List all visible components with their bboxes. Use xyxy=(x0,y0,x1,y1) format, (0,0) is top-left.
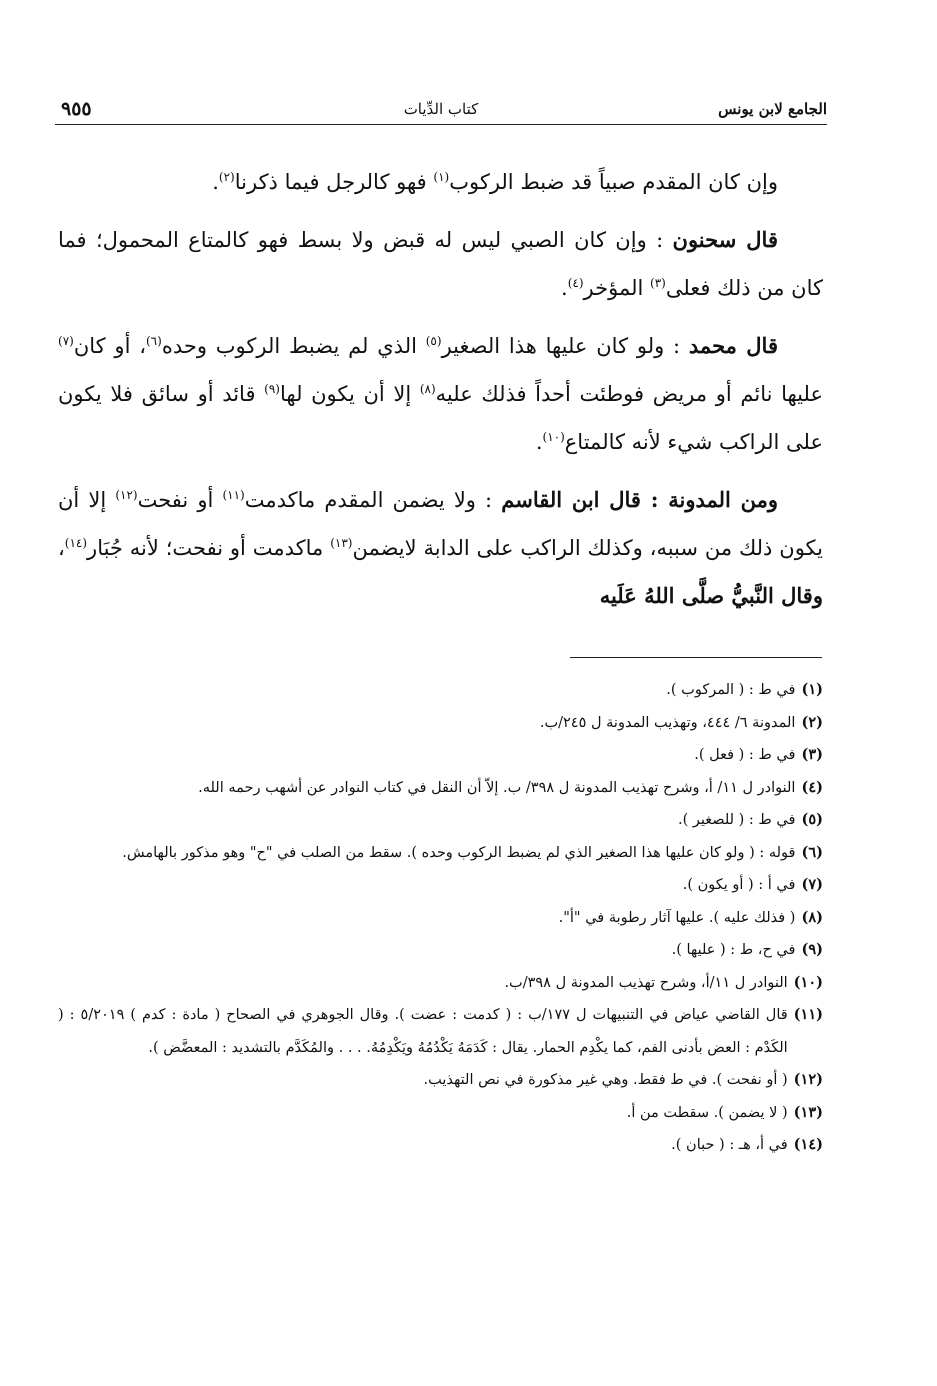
footnote-text: المدونة ٦/ ٤٤٤، وتهذيب المدونة ل ٢٤٥/ب. xyxy=(539,714,796,731)
footnote-number: (١٢) xyxy=(793,1071,823,1088)
footnote-item xyxy=(58,869,823,902)
footnote-ref: (٢) xyxy=(218,170,235,184)
footnote-item xyxy=(58,837,823,870)
footnote-number: (٥) xyxy=(801,811,823,828)
footnote-text: في أ، هـ : ( حبان ). xyxy=(671,1137,788,1153)
footnote-item xyxy=(58,1129,823,1162)
footnote-number: (١٠) xyxy=(793,973,823,991)
footnote-item xyxy=(58,772,823,805)
footnote-number: (٤) xyxy=(801,778,823,796)
main-text xyxy=(58,158,823,630)
speaker-label: قال محمد xyxy=(688,333,778,358)
footnote-number: (١٤) xyxy=(793,1136,823,1153)
footnote-item xyxy=(58,674,823,707)
footnote-item xyxy=(58,902,823,935)
footnote-ref: (١٢) xyxy=(115,488,138,502)
book-title: الجامع لابن يونس xyxy=(718,100,827,118)
footnote-text: ( أو نفحت ). في ط فقط. وهي غير مذكورة في نص التهذيب. xyxy=(423,1072,788,1088)
footnote-text: في ط : ( فعل ). xyxy=(694,747,796,763)
footnote-ref: (٤) xyxy=(567,276,584,290)
text-run: : وإن كان الصبي ليس له قبض ولا بسط فهو كالمتاع المحمول؛ فما كان من ذلك فعلى xyxy=(58,228,823,300)
footnote-ref: (١٠) xyxy=(542,430,565,444)
footnote-ref: (٦) xyxy=(145,334,162,348)
footnotes-section xyxy=(58,674,823,1162)
footnote-text: في ط : ( المركوب ). xyxy=(666,682,796,698)
text-run: . xyxy=(212,170,219,194)
footnote-item xyxy=(58,1097,823,1130)
footnote-ref: (١٣) xyxy=(330,536,353,550)
footnote-ref: (٧) xyxy=(58,334,74,348)
text-run: . xyxy=(561,276,568,300)
footnote-item xyxy=(58,1064,823,1097)
footnote-text: في أ : ( أو يكون ). xyxy=(682,877,796,893)
footnote-ref: (٥) xyxy=(425,334,442,348)
footnote-text: في ح، ط : ( عليها ). xyxy=(671,942,796,958)
page-number: ٩٥٥ xyxy=(61,98,92,120)
paragraph-2 xyxy=(58,216,823,312)
text-run: عليها نائم أو مريض فوطئت أحداً فذلك عليه xyxy=(435,382,823,406)
footnote-number: (١١) xyxy=(793,1006,823,1023)
footnote-number: (٢) xyxy=(801,713,823,731)
footnote-ref: (٣) xyxy=(650,276,666,290)
text-run: : ولو كان عليها هذا الصغير xyxy=(441,334,689,358)
footnote-ref: (١) xyxy=(433,170,450,184)
text-run: ، أو كان xyxy=(73,334,146,358)
footnote-text: ( فذلك عليه ). عليها آثار رطوبة في "أ". xyxy=(558,909,796,926)
footnote-number: (٣) xyxy=(801,746,823,763)
footnote-number: (٦) xyxy=(801,843,823,861)
honorific-phrase: وقال النَّبيُّ صلَّى اللهُ عَلَيه xyxy=(599,583,823,608)
text-run: قائد أو سائق فلا يكون على الراكب شيء لأنه كالمتاع xyxy=(58,382,823,454)
footnote-item xyxy=(58,804,823,837)
text-run: ماكدمت أو نفحت؛ لأنه جُبَار xyxy=(87,536,331,560)
paragraph-4 xyxy=(58,476,823,620)
paragraph-3 xyxy=(58,322,823,466)
footnote-ref: (١١) xyxy=(222,488,245,502)
footnote-text: قال القاضي عياض في التنبيهات ل ١٧٧/ب : ( كدمت : عضت ). وقال الجوهري في الصحاح ( مادة : كدم ) ٥/٢٠١٩ : ( الكَدْم : العض بأدنى الفم، كما يكْدِم الحمار. يقال : كَدَمَهُ يَكْدُمُهُ ويَكْدِمُهُ. . . . والمُكَدَّم بالتشديد : المعضَّض ). xyxy=(58,1007,788,1056)
text-run: أو نفحت xyxy=(137,488,223,512)
text-run: الذي لم يضبط الركوب وحده xyxy=(161,334,426,358)
footnote-ref: (١٤) xyxy=(64,536,88,550)
footnote-number: (١) xyxy=(801,681,823,698)
text-run: : ولا يضمن المقدم ماكدمت xyxy=(244,488,502,512)
footnote-text: قوله : ( ولو كان عليها هذا الصغير الذي لم يضبط الركوب وحده ). سقط من الصلب في "ح" وهو مذكور بالهامش. xyxy=(122,844,796,861)
footnote-text: النوادر ل ١١/ أ، وشرح تهذيب المدونة ل ٣٩٨/ ب. إلاّ أن النقل في كتاب النوادر عن أشهب رحمه الله. xyxy=(198,779,796,796)
footnote-number: (٨) xyxy=(801,908,823,926)
text-run: المؤخر xyxy=(583,276,651,300)
footnote-item xyxy=(58,707,823,740)
text-run: إلا أن يكون لها xyxy=(279,382,420,406)
text-run: ، xyxy=(58,536,65,560)
text-run: وإن كان المقدم صبياً قد ضبط الركوب xyxy=(449,170,778,194)
text-run: إلا أن يكون ذلك من سببه، وكذلك الراكب على الدابة لايضمن xyxy=(58,488,823,560)
text-run: فهو كالرجل فيما ذكرنا xyxy=(234,170,434,194)
footnote-text: في ط : ( للصغير ). xyxy=(678,812,796,828)
footnote-number: (٩) xyxy=(801,941,823,958)
footnote-item xyxy=(58,934,823,967)
footnote-text: ( لا يضمن ). سقطت من أ. xyxy=(626,1104,788,1121)
speaker-label: قال سحنون xyxy=(672,227,778,252)
footnote-item xyxy=(58,967,823,1000)
footnote-ref: (٨) xyxy=(419,382,436,396)
footnote-number: (٧) xyxy=(801,876,823,893)
footnote-text: النوادر ل ١١/أ، وشرح تهذيب المدونة ل ٣٩٨/ب. xyxy=(504,974,788,991)
paragraph-1 xyxy=(58,158,823,206)
speaker-label: ومن المدونة : قال ابن القاسم xyxy=(501,487,779,512)
footnote-divider xyxy=(570,657,822,658)
footnote-item xyxy=(58,999,823,1064)
text-run: . xyxy=(535,430,543,454)
section-title: كتاب الدِّيات xyxy=(403,100,479,118)
running-header xyxy=(55,96,827,125)
footnote-number: (١٣) xyxy=(793,1103,823,1121)
footnote-ref: (٩) xyxy=(264,382,280,396)
footnote-item xyxy=(58,739,823,772)
